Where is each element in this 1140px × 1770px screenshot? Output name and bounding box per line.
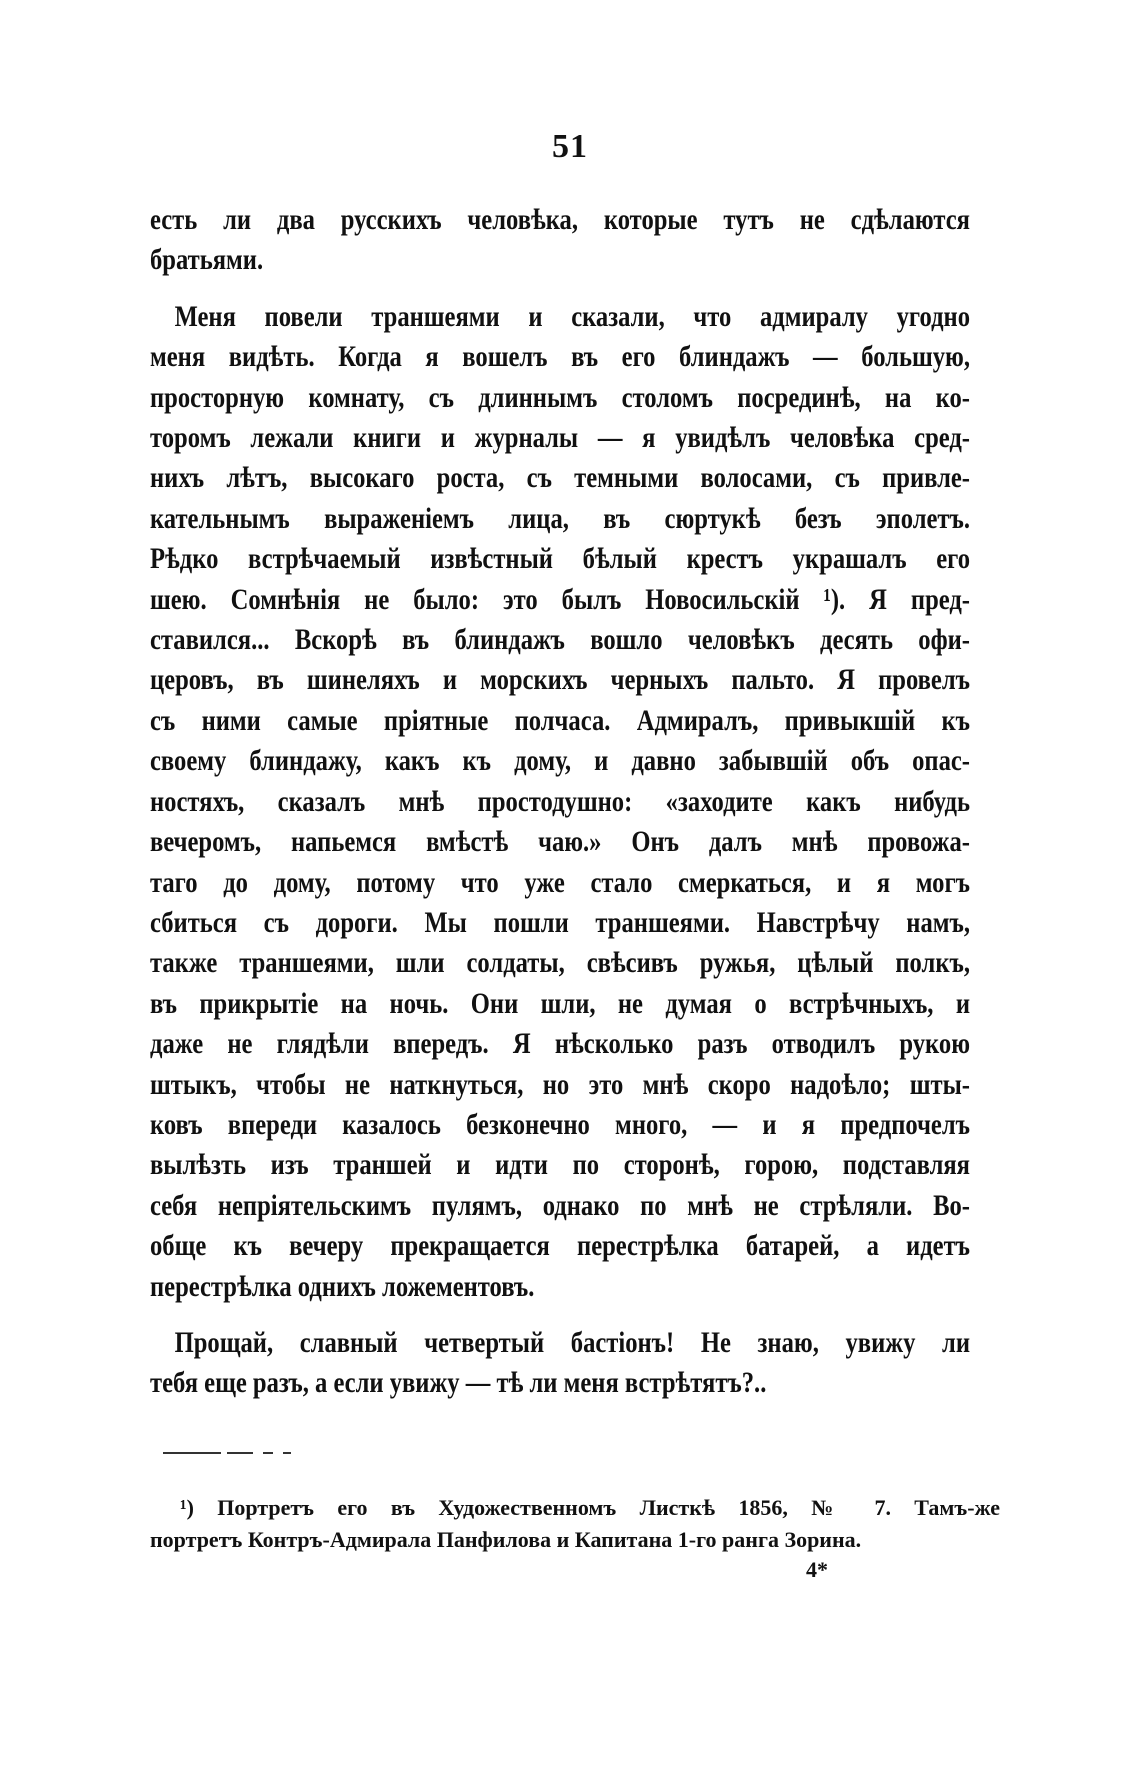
- text-line: ковъ впереди казалось безконечно много, — и я предпочелъ: [150, 1107, 970, 1141]
- footnote-line: ¹) Портретъ его въ Художественномъ Листкѣ 1856, № 7. Тамъ-же: [180, 1495, 1000, 1520]
- text-line: таго до дому, потому что уже стало смеркаться, и я могъ: [150, 865, 970, 899]
- text-line: съ ними самые пріятные полчаса. Адмиралъ, привыкшій къ: [150, 703, 970, 737]
- text-line: есть ли два русскихъ человѣка, которые тутъ не сдѣлаются: [150, 203, 970, 236]
- text-line: Прощай, славный четвертый бастіонъ! Не знаю, увижу ли: [174, 1325, 971, 1359]
- text-line: тебя еще разъ, а если увижу — тѣ ли меня встрѣтятъ?..: [150, 1366, 767, 1400]
- text-line: Меня повели траншеями и сказали, что адмиралу угодно: [174, 299, 971, 333]
- text-line: обще къ вечеру прекращается перестрѣлка батарей, а идетъ: [150, 1229, 970, 1263]
- text-line: меня видѣть. Когда я вошелъ въ его блиндажъ — большую,: [150, 340, 970, 374]
- text-line: ставился... Вскорѣ въ блиндажъ вошло человѣкъ десять офи-: [150, 623, 970, 657]
- paragraph: [150, 297, 971, 1307]
- footnote: [150, 1492, 1000, 1556]
- text-line: кательнымъ выраженіемъ лица, въ сюртукѣ безъ эполетъ.: [150, 501, 970, 535]
- text-line: шею. Сомнѣнія не было: это былъ Новосильскій ¹). Я пред-: [150, 582, 970, 616]
- text-line: братьями.: [150, 243, 264, 277]
- text-line: просторную комнату, съ длиннымъ столомъ посрединѣ, на ко-: [150, 380, 970, 414]
- text-line: себя непріятельскимъ пулямъ, однако по мнѣ не стрѣляли. Во-: [150, 1188, 970, 1222]
- text-line: перестрѣлка однихъ ложементовъ.: [150, 1269, 535, 1303]
- footnote-rule: [163, 1452, 313, 1456]
- text-line: штыкъ, чтобы не наткнуться, но это мнѣ скоро надоѣло; шты-: [150, 1067, 970, 1101]
- text-line: Рѣдко встрѣчаемый извѣстный бѣлый крестъ украшалъ его: [150, 542, 970, 576]
- paragraph: [150, 200, 970, 281]
- signature-mark: 4*: [806, 1557, 828, 1582]
- text-line: въ прикрытіе на ночь. Они шли, не думая о встрѣчныхъ, и: [150, 986, 970, 1020]
- text-line: торомъ лежали книги и журналы — я увидѣлъ человѣка сред-: [150, 421, 970, 455]
- page-number: 51: [552, 128, 588, 165]
- text-line: ностяхъ, сказалъ мнѣ простодушно: «заходите какъ нибудь: [150, 784, 970, 818]
- text-line: своему блиндажу, какъ къ дому, и давно забывшій объ опас-: [150, 744, 970, 778]
- body-text: [150, 200, 971, 1404]
- text-line: сбиться съ дороги. Мы пошли траншеями. Навстрѣчу намъ,: [150, 905, 970, 939]
- text-line: нихъ лѣтъ, высокаго роста, съ темными волосами, съ привле-: [150, 461, 970, 495]
- paragraph: [150, 1323, 971, 1404]
- text-line: вечеромъ, напьемся вмѣстѣ чаю.» Онъ далъ мнѣ провожа-: [150, 825, 970, 859]
- text-line: вылѣзть изъ траншей и идти по сторонѣ, горою, подставляя: [150, 1148, 970, 1182]
- text-line: также траншеями, шли солдаты, свѣсивъ ружья, цѣлый полкъ,: [150, 946, 970, 980]
- footnote-line: портретъ Контръ-Адмирала Панфилова и Капитана 1-го ранга Зорина.: [150, 1527, 862, 1552]
- text-line: даже не глядѣли впередъ. Я нѣсколько разъ отводилъ рукою: [150, 1027, 970, 1061]
- text-line: церовъ, въ шинеляхъ и морскихъ черныхъ пальто. Я провелъ: [150, 663, 970, 697]
